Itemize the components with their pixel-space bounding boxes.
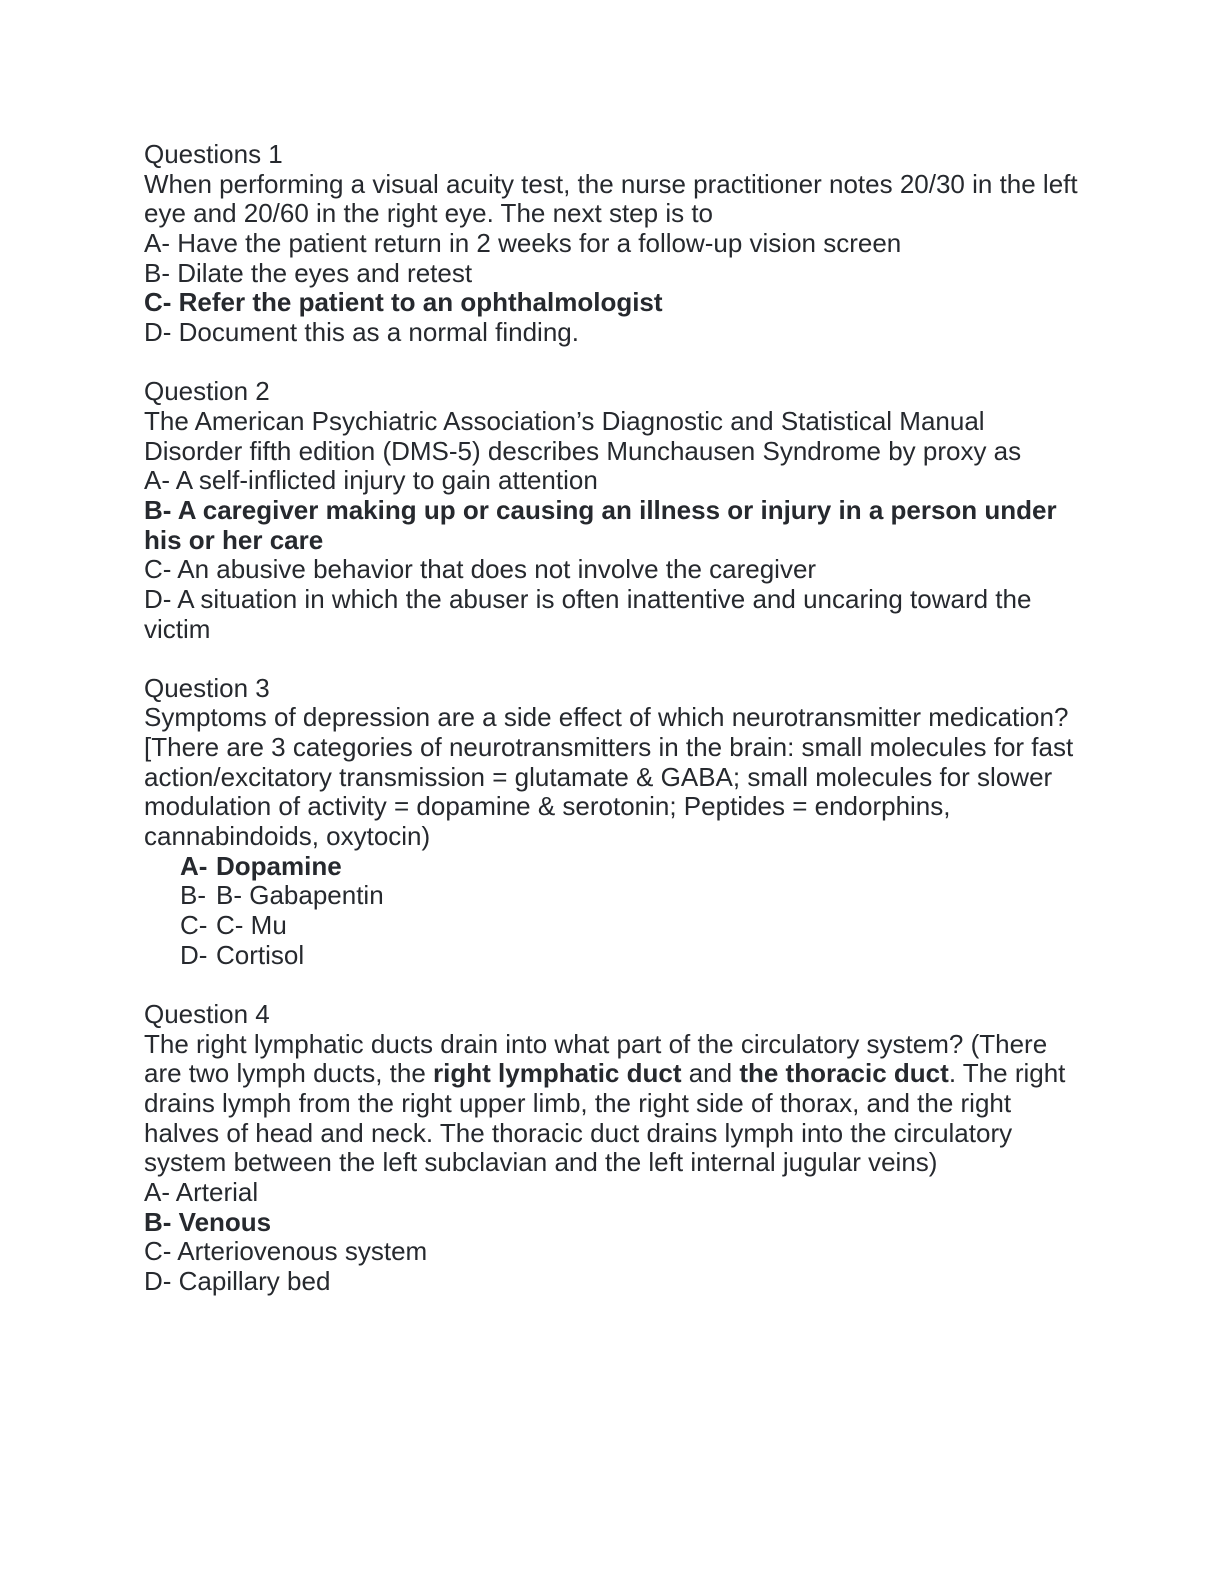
text-run: C- Arteriovenous system	[144, 1236, 428, 1267]
question-block	[144, 674, 1080, 971]
answer-option	[144, 941, 1080, 971]
option-marker: B-	[180, 880, 206, 911]
text-run: D- Document this as a normal finding.	[144, 316, 579, 347]
question-block	[144, 1000, 1080, 1297]
question-text	[144, 703, 1080, 851]
answer-option	[144, 466, 1080, 496]
text-run: D- A situation in which the abuser is often inattentive and uncaring toward the victim	[144, 583, 1032, 644]
answer-option	[144, 229, 1080, 259]
answer-option	[144, 911, 1080, 941]
answer-option	[144, 318, 1080, 348]
text-run: C- An abusive behavior that does not involve the caregiver	[144, 554, 817, 585]
question-heading: Question 4	[144, 999, 270, 1030]
answer-option	[144, 1237, 1080, 1267]
question-heading: Questions 1	[144, 139, 283, 169]
text-run: B- Gabapentin	[216, 880, 384, 911]
answer-option	[144, 555, 1080, 585]
question-text	[144, 1030, 1080, 1178]
answer-option	[144, 1178, 1080, 1208]
document-body	[144, 140, 1080, 1297]
option-marker: A-	[180, 850, 208, 881]
text-run: B- Venous	[144, 1206, 272, 1237]
text-run: C- Mu	[216, 910, 287, 941]
text-run: the thoracic duct	[739, 1058, 949, 1089]
text-run: The right lymphatic ducts drain into what part of the circulatory system? (There are two lymph ducts, the	[144, 1028, 1048, 1089]
option-marker: D-	[180, 939, 208, 970]
question-text	[144, 407, 1080, 466]
text-run: and	[681, 1058, 740, 1089]
answer-option	[144, 881, 1080, 911]
text-run: B- A caregiver making up or causing an illness or injury in a person under his or her care	[144, 494, 1057, 555]
answer-option	[144, 1208, 1080, 1238]
question-block	[144, 140, 1080, 348]
text-run: A- A self-inflicted injury to gain attention	[144, 465, 598, 496]
question-heading: Question 2	[144, 376, 270, 407]
text-run: Symptoms of depression are a side effect of which neurotransmitter medication? [There are 3 categories of neurotransmitters in the brain: small molecules for fast action/excitatory transmission = glutamate & GABA; small molecules for slower modulation of activity = dopamine & serotonin; Peptides = endorphins, cannabindoids, oxytocin)	[144, 702, 1074, 852]
text-run: A- Arterial	[144, 1176, 259, 1207]
text-run: Dopamine	[216, 850, 342, 881]
answer-option	[144, 585, 1080, 644]
text-run: Cortisol	[216, 939, 305, 970]
text-run: right lymphatic duct	[433, 1058, 682, 1089]
text-run: . The right drains lymph from the right upper limb, the right side of thorax, and the right halves of head and neck. The thoracic duct drains lymph into the circulatory system between the left subclavian and the left internal jugular veins)	[144, 1058, 1066, 1178]
text-run: A- Have the patient return in 2 weeks for a follow-up vision screen	[144, 227, 902, 258]
question-heading: Question 3	[144, 672, 270, 703]
text-run: D- Capillary bed	[144, 1265, 331, 1296]
text-run: C- Refer the patient to an ophthalmologist	[144, 287, 663, 318]
answer-option	[144, 496, 1080, 555]
answer-option	[144, 259, 1080, 289]
question-block	[144, 377, 1080, 644]
answer-option	[144, 852, 1080, 882]
question-text	[144, 170, 1080, 229]
answer-option	[144, 288, 1080, 318]
option-marker: C-	[180, 910, 208, 941]
text-run: When performing a visual acuity test, the nurse practitioner notes 20/30 in the left eye and 20/60 in the right eye. The next step is to	[144, 168, 1078, 229]
text-run: The American Psychiatric Association’s Diagnostic and Statistical Manual Disorder fifth edition (DMS-5) describes Munchausen Syndrome by proxy as	[144, 405, 1022, 466]
answer-option	[144, 1267, 1080, 1297]
text-run: B- Dilate the eyes and retest	[144, 257, 473, 288]
